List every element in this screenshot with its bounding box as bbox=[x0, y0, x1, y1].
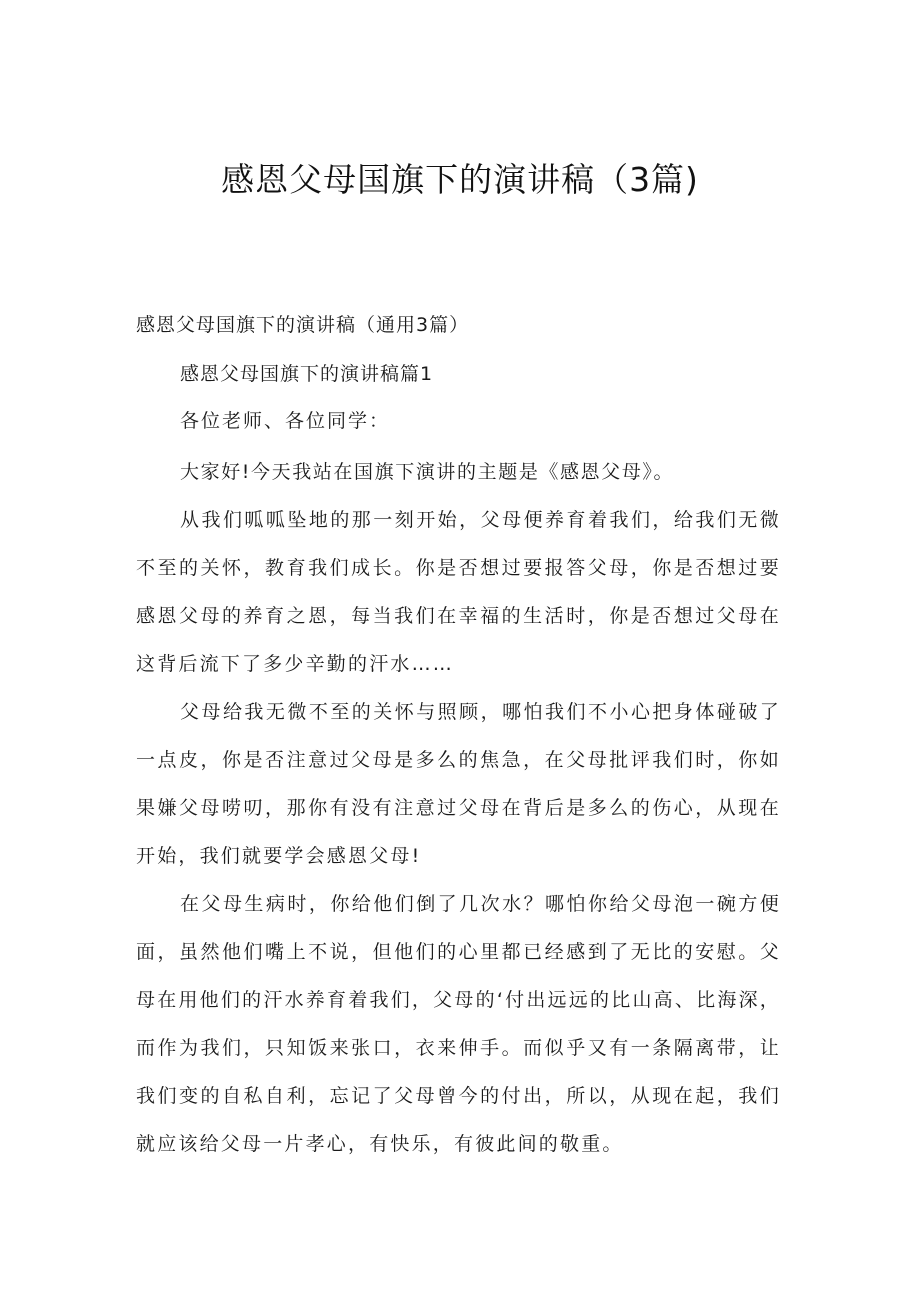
section-heading: 感恩父母国旗下的演讲稿篇1 bbox=[180, 363, 434, 385]
paragraph-body: 在父母生病时，你给他们倒了几次水？哪怕你给父母泡一碗方便面，虽然他们嘴上不说，但他们的心里都已经感到了无比的安慰。父母在用他们的汗水养育着我们，父母的‘付出远远的比山高、比海深，而作为我们，只知饭来张口，衣来伸手。而似乎又有一条隔离带，让我们变的自私自利，忘记了父母曾今的付出，所以，从现在起，我们就应该给父母一片孝心，有快乐，有彼此间的敬重。 bbox=[136, 893, 781, 1155]
document-title: 感恩父母国旗下的演讲稿（3篇) bbox=[221, 160, 699, 199]
document-subtitle: 感恩父母国旗下的演讲稿（通用3篇） bbox=[136, 314, 470, 336]
greeting-line: 各位老师、各位同学： bbox=[180, 410, 391, 432]
paragraph-opening: 大家好!今天我站在国旗下演讲的主题是《感恩父母》。 bbox=[180, 461, 675, 483]
paragraph-body: 从我们呱呱坠地的那一刻开始，父母便养育着我们，给我们无微不至的关怀，教育我们成长。你是否想过要报答父母，你是否想过要感恩父母的养育之恩，每当我们在幸福的生活时，你是否想过父母在这背后流下了多少辛勤的汗水…… bbox=[136, 509, 781, 675]
paragraph-body: 父母给我无微不至的关怀与照顾，哪怕我们不小心把身体碰破了一点皮，你是否注意过父母是多么的焦急，在父母批评我们时，你如果嫌父母唠叨，那你有没有注意过父母在背后是多么的伤心，从现在开始，我们就要学会感恩父母! bbox=[136, 701, 781, 867]
